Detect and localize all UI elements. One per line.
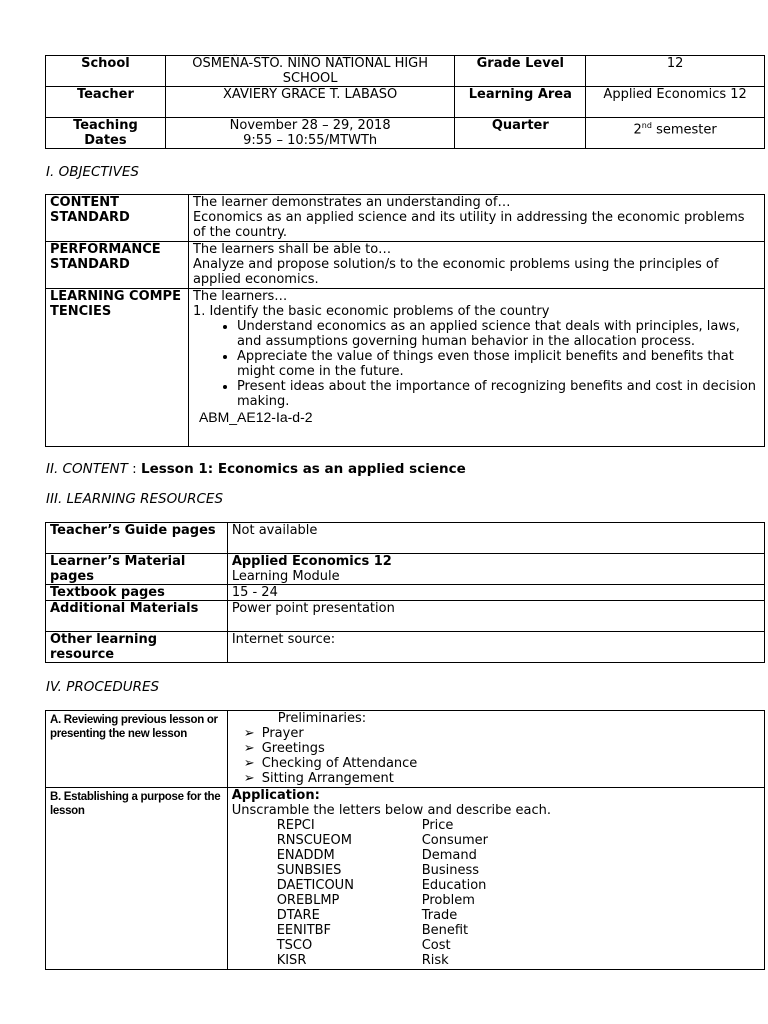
scrambled-word: EENITBF [276, 923, 332, 938]
teaching-dates-label: Teaching Dates [46, 118, 166, 149]
teacher-value: XAVIERY GRACE T. LABASO [165, 87, 455, 118]
word-pair [232, 908, 760, 923]
resource-value-subtitle: Learning Module [231, 569, 340, 584]
answer-word: Business [421, 863, 480, 878]
teaching-dates-line2: 9:55 – 10:55/MTWTh [243, 133, 378, 148]
learning-competencies-label: LEARNING COMPETENCIES [46, 289, 189, 447]
arrow-bullet-icon: ➢ [243, 771, 255, 786]
resource-value: 15 - 24 [227, 585, 764, 601]
scrambled-word: TSCO [276, 938, 313, 953]
learning-competencies-value [188, 289, 764, 447]
preliminary-item-text: Prayer [261, 726, 304, 741]
scrambled-word: DAETICOUN [276, 878, 354, 893]
quarter-number: 2 [633, 122, 642, 138]
resource-label: Textbook pages [46, 585, 228, 601]
procedures-table [45, 710, 765, 970]
resource-label: Teacher’s Guide pages [46, 523, 228, 554]
scrambled-word: REPCI [276, 818, 315, 833]
performance-standard-text: Analyze and propose solution/s to the economic problems using the principles of applied economics. [192, 257, 719, 287]
performance-standard-value [188, 242, 764, 289]
word-pair [232, 893, 760, 908]
scrambled-word: OREBLMP [276, 893, 340, 908]
word-pair [232, 923, 760, 938]
scrambled-word: KISR [276, 953, 307, 968]
answer-word: Consumer [421, 833, 488, 848]
competency-code: ABM_AE12-Ia-d-2 [198, 409, 313, 425]
resource-value: Not available [227, 523, 764, 554]
word-pair [232, 863, 760, 878]
preliminary-item [232, 756, 760, 771]
word-pair [232, 878, 760, 893]
word-pair [232, 818, 760, 833]
school-label: School [46, 56, 166, 87]
competencies-item: 1. Identify the basic economic problems of the country [192, 304, 550, 319]
quarter-label: Quarter [455, 118, 586, 149]
word-pair [232, 848, 760, 863]
content-lesson-title: Lesson 1: Economics as an applied science [140, 461, 466, 477]
arrow-bullet-icon: ➢ [243, 756, 255, 771]
grade-level-label: Grade Level [455, 56, 586, 87]
preliminary-item-text: Sitting Arrangement [261, 771, 394, 786]
word-pair [232, 833, 760, 848]
competencies-intro: The learners… [192, 289, 288, 304]
preliminary-item-text: Checking of Attendance [261, 756, 418, 771]
preliminary-item [232, 771, 760, 786]
word-pair [232, 953, 760, 968]
performance-standard-label: PERFORMANCE STANDARD [46, 242, 189, 289]
school-value: OSMEÑA-STO. NIÑO NATIONAL HIGH SCHOOL [165, 56, 455, 87]
content-heading: II. CONTENT [46, 461, 128, 477]
application-instruction: Unscramble the letters below and describe each. [231, 803, 552, 818]
quarter-suffix: nd [641, 121, 652, 130]
content-standard-text: Economics as an applied science and its utility in addressing the economic problems of the country. [192, 210, 745, 240]
learning-area-value: Applied Economics 12 [586, 87, 765, 118]
quarter-value [586, 118, 765, 149]
resource-value: Power point presentation [227, 601, 764, 632]
procedure-a-content [227, 711, 764, 788]
preliminary-item [232, 726, 760, 741]
answer-word: Risk [421, 953, 449, 968]
resources-table [45, 522, 765, 663]
teacher-label: Teacher [46, 87, 166, 118]
quarter-text: semester [651, 122, 717, 138]
arrow-bullet-icon: ➢ [243, 741, 255, 756]
content-standard-value [188, 195, 764, 242]
competency-bullet: • Understand economics as an applied science that deals with principles, laws, and assumptions governing human behavior in the allocation process. [237, 319, 760, 349]
teaching-dates-line1: November 28 – 29, 2018 [229, 118, 391, 133]
scrambled-word: RNSCUEOM [276, 833, 352, 848]
resource-value [227, 554, 764, 585]
performance-standard-intro: The learners shall be able to… [192, 242, 392, 257]
procedures-heading: IV. PROCEDURES [46, 679, 160, 695]
answer-word: Education [421, 878, 487, 893]
answer-word: Price [421, 818, 454, 833]
header-table [45, 55, 765, 149]
learning-area-label: Learning Area [455, 87, 586, 118]
preliminary-item-text: Greetings [261, 741, 325, 756]
learning-resources-heading: III. LEARNING RESOURCES [46, 491, 224, 507]
procedure-b-content [227, 788, 764, 970]
procedure-a-label: A. Reviewing previous lesson or presenting the new lesson [46, 711, 228, 788]
resource-value: Internet source: [227, 632, 764, 663]
objectives-heading: I. OBJECTIVES [46, 164, 139, 180]
resource-label: Additional Materials [46, 601, 228, 632]
procedure-b-label: B. Establishing a purpose for the lesson [46, 788, 228, 970]
content-line [46, 461, 466, 477]
competency-bullet: • Present ideas about the importance of recognizing benefits and cost in decision making. [237, 379, 760, 409]
grade-level-value: 12 [586, 56, 765, 87]
resource-value-title: Applied Economics 12 [231, 554, 392, 569]
competencies-bullet-list [193, 319, 760, 409]
preliminaries-list [232, 726, 760, 786]
answer-word: Trade [421, 908, 458, 923]
answer-word: Cost [421, 938, 451, 953]
content-standard-intro: The learner demonstrates an understanding of… [192, 195, 511, 210]
content-standard-label: CONTENT STANDARD [46, 195, 189, 242]
competency-bullet: • Appreciate the value of things even those implicit benefits and benefits that might come in the future. [237, 349, 760, 379]
answer-word: Benefit [421, 923, 469, 938]
resource-label: Learner’s Material pages [46, 554, 228, 585]
scrambled-word: ENADDM [276, 848, 335, 863]
preliminaries-title: Preliminaries: [277, 711, 367, 726]
content-separator: : [127, 461, 141, 477]
answer-word: Problem [421, 893, 475, 908]
preliminary-item [232, 741, 760, 756]
answer-word: Demand [421, 848, 477, 863]
scrambled-word: SUNBSIES [276, 863, 342, 878]
scrambled-word: DTARE [276, 908, 320, 923]
teaching-dates-value [165, 118, 455, 149]
resource-label: Other learning resource [46, 632, 228, 663]
application-title: Application: [231, 788, 320, 803]
objectives-table [45, 194, 765, 447]
arrow-bullet-icon: ➢ [243, 726, 255, 741]
word-pair [232, 938, 760, 953]
